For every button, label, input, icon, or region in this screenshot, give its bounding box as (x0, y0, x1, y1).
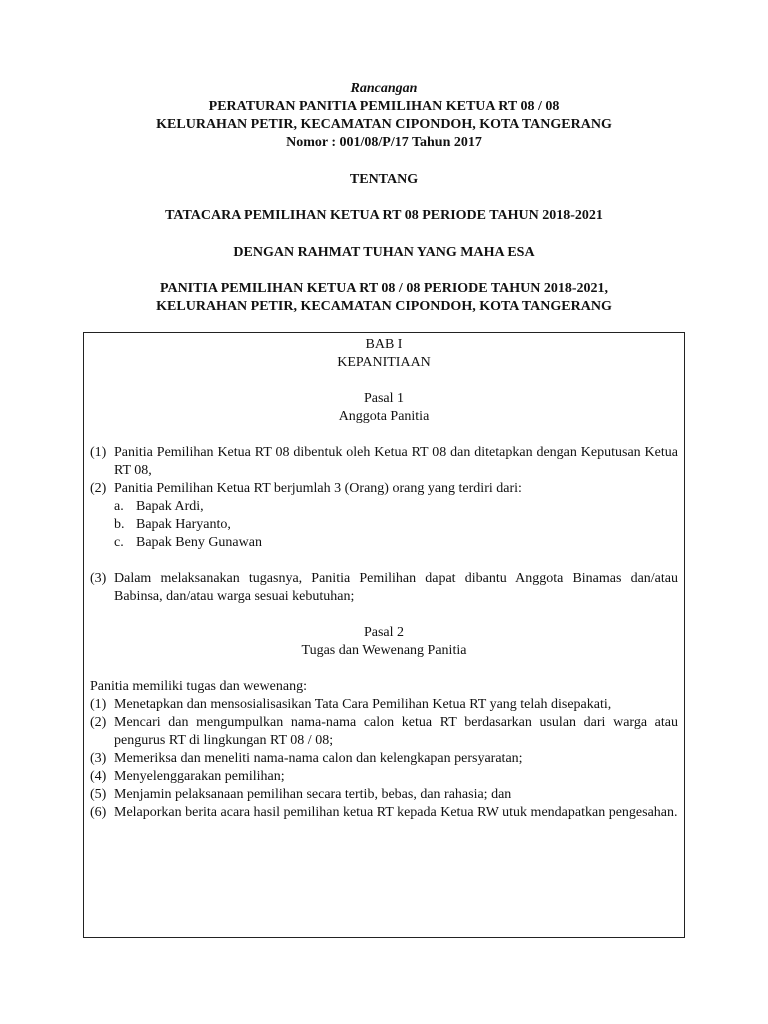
item-number: (1) (90, 697, 107, 712)
item-text: Panitia Pemilihan Ketua RT 08 dibentuk oleh Ketua RT 08 dan ditetapkan dengan Keputusan Ketua RT 08, (114, 445, 678, 478)
member-name: Bapak Haryanto, (136, 517, 231, 532)
pasal-2-label: Pasal 2 (363, 625, 405, 640)
invocation-heading (0, 244, 768, 262)
member-letter: c. (114, 535, 124, 550)
item-number: (4) (90, 769, 107, 784)
pasal-2-item (90, 750, 678, 768)
member-item (90, 498, 678, 516)
regulation-body (90, 336, 678, 822)
subject-text: TATACARA PEMILIHAN KETUA RT 08 PERIODE TAHUN 2018-2021 (165, 208, 603, 223)
item-text: Menyelenggarakan pemilihan; (114, 769, 285, 784)
item-number: (3) (90, 571, 107, 586)
member-name: Bapak Ardi, (136, 499, 204, 514)
draft-label: Rancangan (350, 81, 418, 96)
issuer-line-1: PANITIA PEMILIHAN KETUA RT 08 / 08 PERIODE TAHUN 2018-2021, (159, 281, 609, 296)
member-item (90, 516, 678, 534)
number-line: Nomor : 001/08/P/17 Tahun 2017 (286, 135, 482, 150)
pasal-1-label: Pasal 1 (363, 391, 405, 406)
pasal-2-item (90, 696, 678, 714)
chapter-label: BAB I (365, 337, 403, 352)
item-number: (6) (90, 805, 107, 820)
pasal-1-item (90, 480, 678, 498)
title-line-2: KELURAHAN PETIR, KECAMATAN CIPONDOH, KOTA TANGERANG (156, 117, 612, 132)
pasal-2-item (90, 714, 678, 750)
pasal-2-intro: Panitia memiliki tugas dan wewenang: (90, 679, 307, 694)
about-label: TENTANG (349, 172, 419, 187)
item-text: Dalam melaksanakan tugasnya, Panitia Pemilihan dapat dibantu Anggota Binamas dan/atau Babinsa, dan/atau warga sesuai kebutuhan; (114, 571, 678, 604)
item-number: (2) (90, 481, 107, 496)
subject-heading (0, 207, 768, 225)
chapter-title: KEPANITIAAN (337, 355, 431, 370)
item-number: (3) (90, 751, 107, 766)
pasal-1-item (90, 444, 678, 480)
item-number: (5) (90, 787, 107, 802)
issuer-line-2: KELURAHAN PETIR, KECAMATAN CIPONDOH, KOTA TANGERANG (156, 299, 612, 314)
item-text: Menjamin pelaksanaan pemilihan secara tertib, bebas, dan rahasia; dan (114, 787, 512, 802)
item-text: Menetapkan dan mensosialisasikan Tata Cara Pemilihan Ketua RT yang telah disepakati, (114, 697, 612, 712)
item-number: (1) (90, 445, 107, 460)
title-line-1: PERATURAN PANITIA PEMILIHAN KETUA RT 08 / 08 (208, 99, 560, 114)
document-header (0, 80, 768, 152)
issuer-heading (0, 280, 768, 316)
pasal-1-title: Anggota Panitia (338, 409, 430, 424)
pasal-2-item (90, 768, 678, 786)
about-heading (0, 171, 768, 189)
regulation-body-box (83, 332, 685, 938)
member-item (90, 534, 678, 552)
item-text: Mencari dan mengumpulkan nama-nama calon ketua RT berdasarkan usulan dari warga atau pengurus RT di lingkungan RT 08 / 08; (114, 715, 678, 748)
item-text: Memeriksa dan meneliti nama-nama calon dan kelengkapan persyaratan; (114, 751, 523, 766)
member-name: Bapak Beny Gunawan (136, 535, 262, 550)
item-text: Panitia Pemilihan Ketua RT berjumlah 3 (Orang) orang yang terdiri dari: (114, 481, 522, 496)
member-letter: a. (114, 499, 124, 514)
pasal-2-item (90, 804, 678, 822)
member-letter: b. (114, 517, 125, 532)
pasal-1-item (90, 570, 678, 606)
pasal-2-title: Tugas dan Wewenang Panitia (301, 643, 467, 658)
item-text: Melaporkan berita acara hasil pemilihan ketua RT kepada Ketua RW utuk mendapatkan pengesahan. (114, 805, 678, 820)
item-number: (2) (90, 715, 107, 730)
invocation-text: DENGAN RAHMAT TUHAN YANG MAHA ESA (233, 245, 535, 260)
pasal-2-item (90, 786, 678, 804)
